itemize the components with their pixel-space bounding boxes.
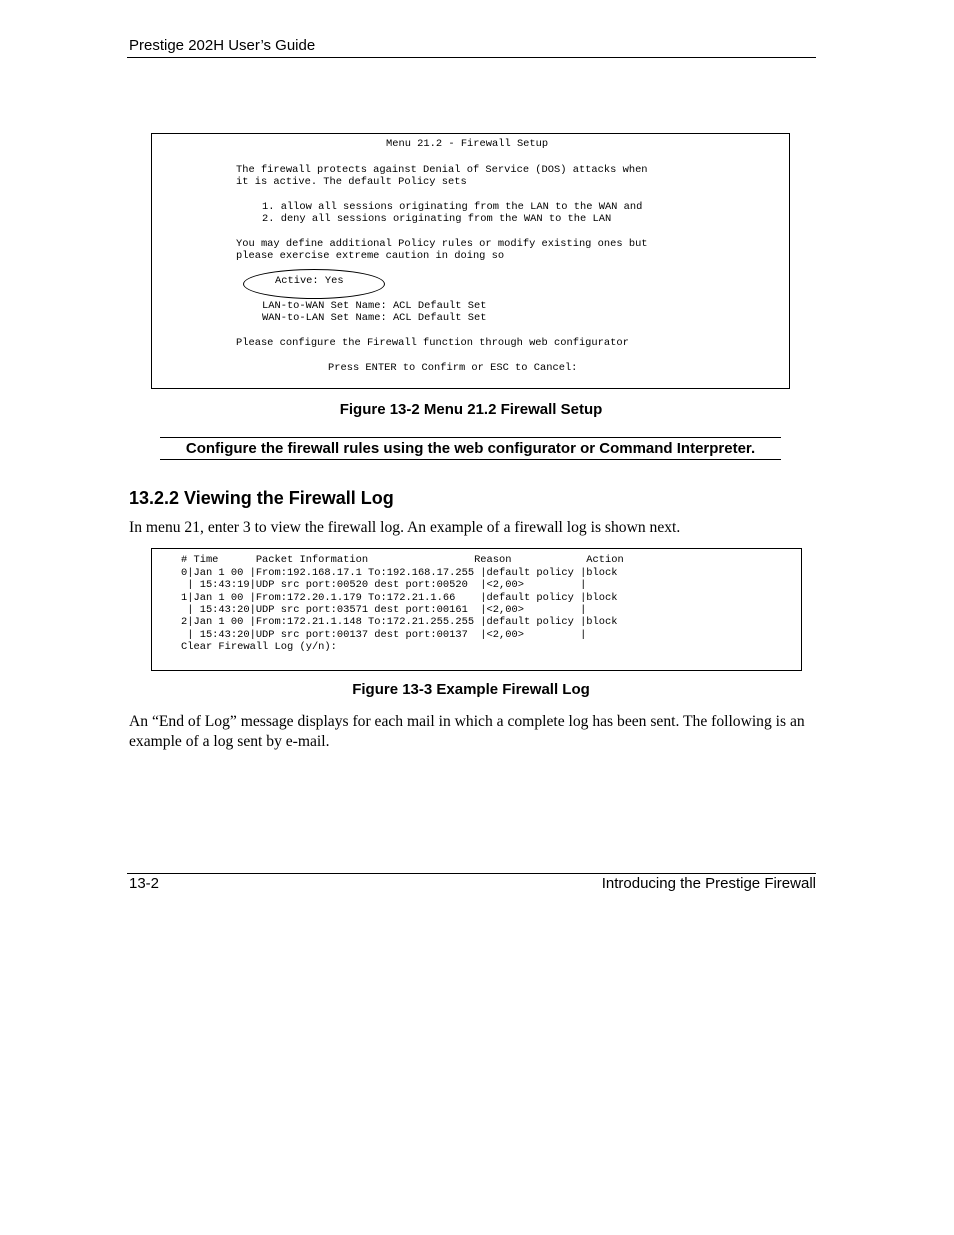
log-entry-line: | 15:43:19|UDP src port:00520 dest port:00520 |<2,00> |: [181, 579, 587, 591]
figure-13-3-caption: Figure 13-3 Example Firewall Log: [352, 681, 590, 698]
log-entry-line: 2|Jan 1 00 |From:172.21.1.148 To:172.21.255.255 |default policy |block: [181, 616, 618, 628]
screen-title-line: Menu 21.2 - Firewall Setup: [386, 138, 549, 150]
note-bottom-rule: [160, 459, 781, 460]
screen-text-line: 2. deny all sessions originating from the WAN to the LAN: [262, 213, 612, 225]
active-field-highlight-ellipse: [243, 269, 385, 299]
log-entry-line: | 15:43:20|UDP src port:03571 dest port:00161 |<2,00> |: [181, 604, 587, 616]
screen-text-line: Please configure the Firewall function through web configurator: [236, 337, 629, 349]
note-text: Configure the firewall rules using the web configurator or Command Interpreter.: [185, 440, 756, 457]
figure-13-2-caption: Figure 13-2 Menu 21.2 Firewall Setup: [339, 401, 603, 418]
screen-text-line: LAN-to-WAN Set Name: ACL Default Set: [262, 300, 487, 312]
page-number: 13-2: [129, 875, 160, 892]
header-rule: [127, 57, 816, 58]
screen-text-line: it is active. The default Policy sets: [236, 176, 467, 188]
footer-chapter-title: Introducing the Prestige Firewall: [601, 875, 816, 892]
log-entry-line: | 15:43:20|UDP src port:00137 dest port:00137 |<2,00> |: [181, 629, 587, 641]
closing-paragraph: An “End of Log” message displays for each mail in which a complete log has been sent. The following is an example of a log sent by e-mail.: [129, 713, 805, 750]
screen-text-line: 1. allow all sessions originating from the LAN to the WAN and: [262, 201, 643, 213]
running-header-title: Prestige 202H User’s Guide: [129, 37, 316, 54]
note-top-rule: [160, 437, 781, 438]
log-entry-line: 1|Jan 1 00 |From:172.20.1.179 To:172.21.1.66 |default policy |block: [181, 592, 618, 604]
section-heading: 13.2.2 Viewing the Firewall Log: [129, 488, 394, 508]
log-header-line: # Time Packet Information Reason Action: [181, 554, 624, 566]
log-entry-line: 0|Jan 1 00 |From:192.168.17.1 To:192.168.17.255 |default policy |block: [181, 567, 618, 579]
screen-text-line: WAN-to-LAN Set Name: ACL Default Set: [262, 312, 487, 324]
section-intro-paragraph: In menu 21, enter 3 to view the firewall log. An example of a firewall log is shown next.: [129, 519, 681, 536]
footer-rule: [127, 873, 816, 874]
screen-text-line: You may define additional Policy rules or modify existing ones but: [236, 238, 648, 250]
screen-text-line: please exercise extreme caution in doing so: [236, 250, 505, 262]
screen-text-line: The firewall protects against Denial of Service (DOS) attacks when: [236, 164, 648, 176]
screen-prompt-line: Press ENTER to Confirm or ESC to Cancel:: [328, 362, 578, 374]
screen-active-field: Active: Yes: [275, 275, 344, 287]
log-prompt-line: Clear Firewall Log (y/n):: [181, 641, 337, 653]
